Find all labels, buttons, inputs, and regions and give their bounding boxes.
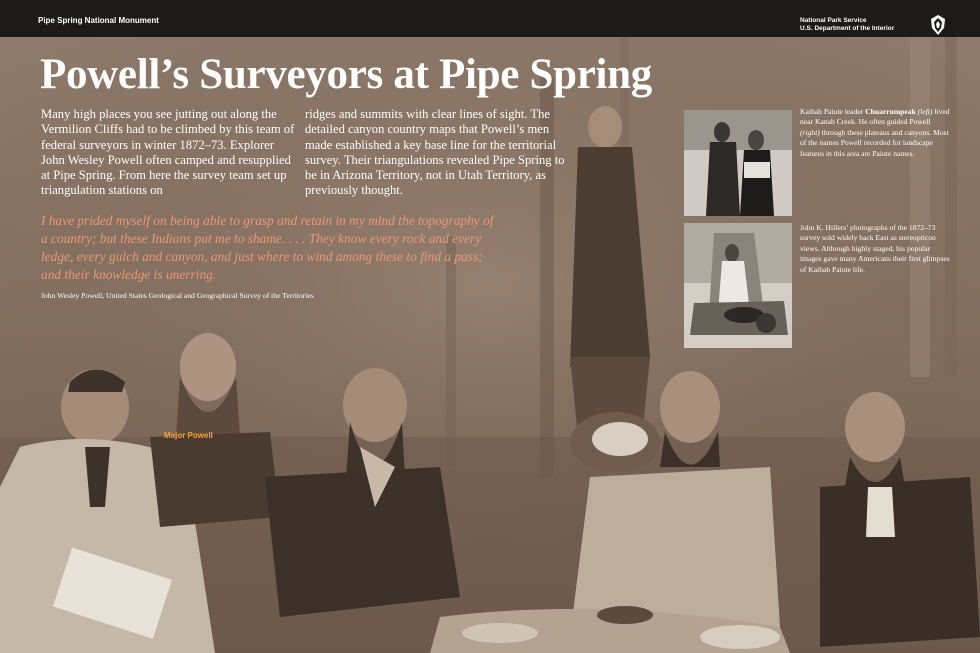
caption-1-name: Chuarrumpeak bbox=[865, 107, 916, 116]
caption-1-left: (left) bbox=[917, 107, 933, 116]
park-name: Pipe Spring National Monument bbox=[38, 16, 159, 25]
hillers-photo bbox=[684, 223, 792, 348]
agency-line-1: National Park Service bbox=[800, 17, 867, 24]
page-title: Powell’s Surveyors at Pipe Spring bbox=[40, 51, 652, 98]
major-powell-label: Major Powell bbox=[164, 431, 213, 440]
caption-chuarrumpeak bbox=[800, 107, 950, 159]
caption-1-tail: through these plateaus and canyons. Most of the names Powell recorded for landscape features in this area are Paiute names. bbox=[800, 127, 949, 158]
body-text-column-2: ridges and summits with clear lines of sight. The detailed canyon country maps that Powell’s men made established a key base line for the territorial survey. Their triangulations revealed Pipe Spring to be in Arizona Territory, not in Utah Territory, as previously thought. bbox=[305, 107, 565, 198]
caption-hillers: John K. Hillers’ photographs of the 1872–73 survey sold widely back East as stereopticon views. Although highly staged, his popular images gave many Americans their first glimpses of Kaibab Paiute life. bbox=[800, 223, 950, 274]
powell-quote: I have prided myself on being able to grasp and retain in my mind the topography of a country; but these Indians put me to shame. . . . They know every rock and every ledge, every gulch and canyon, and just where to wind among these to find a pass; and their knowledge is unerring. bbox=[41, 213, 494, 282]
quote-attribution: John Wesley Powell, United States Geological and Geographical Survey of the Territories bbox=[41, 291, 314, 300]
header-bar bbox=[0, 0, 980, 37]
caption-1-lead: Kaibab Paiute leader bbox=[800, 107, 866, 116]
caption-1-right: (right) bbox=[800, 127, 820, 137]
chuarrumpeak-powell-photo bbox=[684, 110, 792, 216]
agency-line-2: U.S. Department of the Interior bbox=[800, 25, 895, 32]
caption-1-middle: lived near Kanab Creek. He often guided Powell bbox=[800, 107, 950, 127]
nps-arrowhead-icon bbox=[930, 15, 946, 35]
agency-name bbox=[800, 17, 894, 33]
body-text-column-1: Many high places you see jutting out along the Vermilion Cliffs had to be climbed by this team of federal surveyors in winter 1872–73. Explorer John Wesley Powell often camped and resupplied at Pipe Spring. From here the survey team set up triangulation stations on bbox=[41, 107, 295, 198]
